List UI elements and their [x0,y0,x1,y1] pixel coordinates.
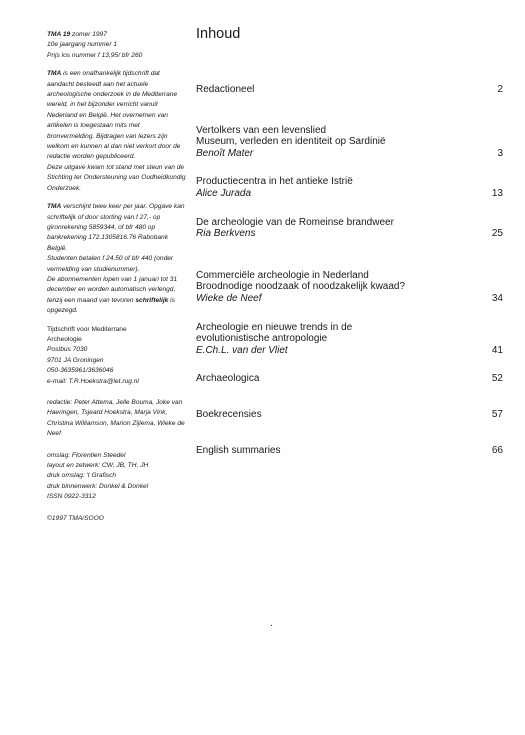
toc-subtitle: evolutionistische antropologie [196,333,328,345]
toc-author: E.Ch.L. van der Vliet [196,344,288,356]
email-line: e-mail: T.R.Hoekstra@let.rug.nl [47,377,139,385]
toc-author: Ria Berkvens [196,228,256,240]
address-line: Postbus 7030 [47,346,88,354]
colophon-column [47,30,187,524]
toc-entry [196,176,503,199]
toc-subtitle: Museum, verleden en identiteit op Sardinië [196,136,386,148]
credit-line: ISSN 0922-3312 [47,493,96,501]
address-line: Tijdschrift voor Mediterrane [47,325,127,333]
toc-author: Alice Jurada [196,187,252,199]
address-block [47,325,187,387]
support-text: Deze uitgave kwam tot stand met steun van de Stichting ter Ondersteuning van Oudheidkundig Onderzoek. [47,163,186,192]
toc-title: Vertolkers van een levenslied [196,124,327,136]
toc-author: Wieke de Neef [196,292,262,304]
toc-entry [196,445,503,457]
toc-page: 34 [491,292,503,304]
toc-entry [196,125,503,160]
toc-page: 57 [491,408,503,420]
toc-title: De archeologie van de Romeinse brandweer [196,216,394,228]
toc-entry [196,409,503,421]
redactie-text: redactie: Peter Attema, Jelle Bouma, Joke van Haeringen, Tsjeard Hoekstra, Marja Vink, Christina Williamson, Marion Zijlema, Wieke de Neef [47,399,185,438]
table-of-contents [196,26,503,456]
toc-page: 66 [491,444,503,456]
issue-line: TMA 19 zomer 1997 [47,31,107,38]
toc-page: 52 [491,373,503,385]
jaargang-line: 10e jaargang nummer 1 [47,41,118,49]
toc-title: English summaries [196,444,281,456]
toc-author: Benoît Mater [196,147,254,159]
toc-title: Redactioneel [196,84,255,95]
toc-page: 2 [497,84,503,95]
toc-entry [196,270,503,305]
subscription-text: TMA verschijnt twee keer per jaar. Opgave kan schriftelijk of door storting van f 27,- op gironrekening 5859344, of bfr 480 op bankrekening 172.1305816.76 Rabobank België. [47,203,185,252]
credits-block [47,451,187,503]
toc-entry [196,84,503,96]
credit-line: druk binnenwerk: Donkel & Donkel [47,482,149,490]
toc-title: Productiecentra in het antieke Istrië [196,176,353,188]
toc-title: Commerciële archeologie in Nederland [196,269,369,281]
address-line: Archeologie [47,335,82,343]
toc-subtitle: Broodnodige noodzaak of noodzakelijk kwaad? [196,281,406,293]
credit-line: druk omslag: 't Grafisch [47,472,117,480]
toc-title: Boekrecensies [196,408,262,420]
toc-page: 3 [497,147,503,159]
address-line: 050-3635961/3636046 [47,367,114,375]
toc-entry [196,217,503,240]
copyright-line: ©1997 TMA/SOOO [47,514,104,522]
address-line: 9701 JA Groningen [47,356,104,364]
credit-line: layout en zetwerk: CW, JB, TH, JH [47,462,149,470]
toc-page: 25 [491,228,503,240]
toc-entry [196,373,503,385]
toc-title: Archeologie en nieuwe trends in de [196,321,353,333]
toc-title: Archaeologica [196,373,260,385]
stray-mark: . [270,618,273,629]
about-text: TMA is een onafhankelijk tijdschrift dat aandacht besteedt aan het actuele archeologische onderzoek in de Mediterrane wereld, in het bijzonder verricht vanuit Nederland en België. Het overnemen van artikelen is toegestaan mits met bronvermelding. Bijdragen van lezers zijn welkom en kunnen al dan niet verkort door de redactie worden gepubliceerd. [47,70,181,161]
credit-line: omslag: Florentien Steedel [47,451,126,459]
toc-page: 41 [491,344,503,356]
toc-heading: Inhoud [196,26,241,42]
toc-entry [196,322,503,357]
renewal-text: De abonnementen lopen van 1 januari tot 31 december en worden automatisch verlengd, tenzij een maand van tevoren schriftelijk is opgezegd. [47,275,178,315]
student-text: Studenten betalen f 24,50 of bfr 440 (onder vermelding van studienummer). [47,255,174,273]
toc-page: 13 [491,187,503,199]
price-line: Prijs los nummer f 13,95/ bfr 260 [47,51,143,59]
